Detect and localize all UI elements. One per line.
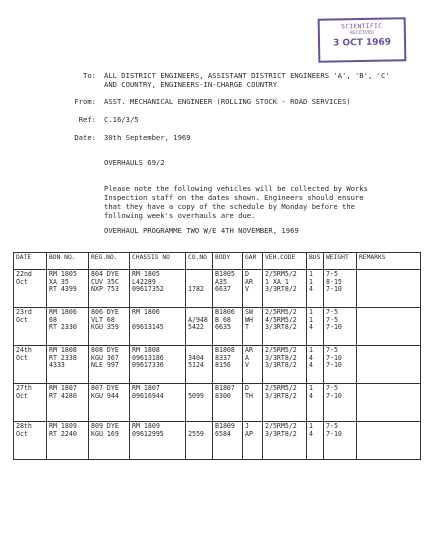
- date-cell: [14, 308, 47, 346]
- table-cell: [307, 422, 324, 460]
- cell-line: 1: [309, 270, 313, 278]
- cell-line: 7-10: [326, 429, 342, 438]
- date-cell-line: 27th: [16, 384, 32, 392]
- cell-line: 2/5RM5/2: [265, 422, 297, 430]
- table-cell: [47, 270, 89, 308]
- ref-label: Ref:: [78, 115, 96, 124]
- table-header-row: [14, 253, 421, 270]
- cell-line: A35: [215, 277, 227, 286]
- from-value: ASST. MECHANICAL ENGINEER (ROLLING STOCK - ROAD SERVICES): [104, 97, 351, 106]
- cell-line: 7-5: [326, 422, 338, 430]
- table-cell: [89, 346, 130, 384]
- cell-line: 1: [309, 277, 313, 286]
- cell-line: 3/3RT8/2: [265, 391, 297, 400]
- cell-line: 8337: [215, 353, 231, 362]
- table-cell: [89, 308, 130, 346]
- cell-line: 09617336: [132, 361, 164, 370]
- cell-line: NLE 997: [91, 361, 119, 370]
- table-cell: [186, 270, 213, 308]
- cell-line: T: [245, 323, 249, 332]
- date-value: 30th September, 1969: [104, 133, 191, 142]
- table-cell: [89, 422, 130, 460]
- cell-line: XA 35: [49, 277, 69, 286]
- cell-line: 1: [309, 422, 313, 430]
- table-cell: [263, 422, 307, 460]
- cell-line: RM 1808: [49, 346, 77, 354]
- cell-line: AR: [245, 277, 253, 286]
- cell-line: 4: [309, 361, 313, 370]
- table-cell: [47, 422, 89, 460]
- cell-line: [359, 309, 418, 317]
- date-cell-line: Oct: [16, 429, 28, 438]
- table-row: [14, 384, 421, 422]
- cell-line: 09616944: [132, 391, 164, 400]
- cell-line: VLT 68: [91, 315, 115, 324]
- cell-line: RT 2338: [49, 353, 77, 362]
- cell-line: [359, 362, 418, 370]
- table-cell: [130, 422, 186, 460]
- cell-line: 7-5: [326, 384, 338, 392]
- cell-line: 3/3RT8/2: [265, 429, 297, 438]
- cell-line: RM 1806: [49, 308, 77, 316]
- cell-line: B1806: [215, 308, 235, 316]
- table-cell: [47, 346, 89, 384]
- cell-line: [359, 324, 418, 332]
- cell-line: 7-5: [326, 315, 338, 324]
- cell-line: 3/3RT8/2: [265, 353, 297, 362]
- cell-line: 2559: [188, 429, 204, 438]
- col-header-gar: GAR: [243, 253, 263, 270]
- table-cell: [243, 308, 263, 346]
- date-cell-line: 28th: [16, 422, 32, 430]
- cell-line: J: [245, 422, 249, 430]
- cell-line: B1807: [215, 384, 235, 392]
- cell-line: B1805: [215, 270, 235, 278]
- table-cell: [130, 308, 186, 346]
- paragraph-line: that they have a copy of the schedule by Monday before the: [104, 202, 355, 211]
- cell-line: RM 1808: [132, 346, 160, 354]
- col-header-chassis: CHASSIS NO: [130, 253, 186, 270]
- table-cell: [357, 422, 421, 460]
- cell-line: A/948: [188, 315, 208, 324]
- cell-line: 809 DYE: [91, 422, 119, 430]
- table-cell: [307, 308, 324, 346]
- cell-line: 09617352: [132, 285, 164, 294]
- cell-line: 8300: [215, 391, 231, 400]
- cell-line: 4: [309, 429, 313, 438]
- col-header-bus: BUS: [307, 253, 324, 270]
- cell-line: [359, 286, 418, 294]
- to-line-1: ALL DISTRICT ENGINEERS, ASSISTANT DISTRICT ENGINEERS 'A', 'B', 'C': [104, 71, 390, 80]
- cell-line: D: [245, 270, 249, 278]
- col-header-weight: WEIGHT: [324, 253, 357, 270]
- table-cell: [307, 384, 324, 422]
- cell-line: 6584: [215, 429, 231, 438]
- col-header-vehcode: VEH.CODE: [263, 253, 307, 270]
- cell-line: 6637: [215, 285, 231, 294]
- cell-line: 2/5RM5/2: [265, 308, 297, 316]
- table-cell: [89, 384, 130, 422]
- cell-line: 7-10: [326, 285, 342, 294]
- table-cell: [47, 308, 89, 346]
- cell-line: [359, 347, 418, 355]
- cell-line: 5099: [188, 391, 204, 400]
- table-cell: [324, 270, 357, 308]
- cell-line: 3/3RT8/2: [265, 361, 297, 370]
- col-header-body: BODY: [213, 253, 243, 270]
- date-cell: [14, 346, 47, 384]
- cell-line: [188, 271, 210, 279]
- col-header-co: CO.NO: [186, 253, 213, 270]
- col-header-bon: BON NO.: [47, 253, 89, 270]
- table-cell: [213, 384, 243, 422]
- table-cell: [263, 346, 307, 384]
- cell-line: SW: [245, 308, 253, 316]
- date-cell-line: Oct: [16, 315, 28, 324]
- cell-line: KGU 367: [91, 353, 119, 362]
- table-cell: [213, 422, 243, 460]
- table-cell: [186, 384, 213, 422]
- cell-line: 4: [309, 391, 313, 400]
- cell-line: 1: [309, 308, 313, 316]
- cell-line: [359, 317, 418, 325]
- table-cell: [357, 384, 421, 422]
- cell-line: D: [245, 384, 249, 392]
- cell-line: 7-10: [326, 361, 342, 370]
- table-cell: [357, 270, 421, 308]
- ref-value: C.16/3/5: [104, 115, 139, 124]
- table-cell: [243, 422, 263, 460]
- table-cell: [357, 346, 421, 384]
- cell-line: 1: [309, 315, 313, 324]
- cell-line: KGU 359: [91, 323, 119, 332]
- cell-line: V: [245, 361, 249, 370]
- cell-line: RT 2240: [49, 429, 77, 438]
- cell-line: RM 1807: [49, 384, 77, 392]
- cell-line: B 68: [215, 315, 231, 324]
- cell-line: 8156: [215, 361, 231, 370]
- table-cell: [324, 346, 357, 384]
- cell-line: 5422: [188, 323, 204, 332]
- cell-line: 804 DYE: [91, 270, 119, 278]
- table-cell: [243, 270, 263, 308]
- cell-line: 3/3RT8/2: [265, 323, 297, 332]
- cell-line: 7-5: [326, 270, 338, 278]
- cell-line: 8-15: [326, 277, 342, 286]
- table-cell: [130, 346, 186, 384]
- cell-line: CUV 35C: [91, 277, 119, 286]
- cell-line: 3404: [188, 353, 204, 362]
- col-header-date: DATE: [14, 253, 47, 270]
- cell-line: 3/3RT8/2: [265, 285, 297, 294]
- to-label: To:: [83, 71, 96, 80]
- cell-line: RM 1807: [132, 384, 160, 392]
- table-cell: [213, 270, 243, 308]
- cell-line: RM 1805: [49, 270, 77, 278]
- cell-line: [359, 431, 418, 439]
- cell-line: 806 DYE: [91, 308, 119, 316]
- date-cell-line: Oct: [16, 391, 28, 400]
- cell-line: 4: [309, 323, 313, 332]
- table-row: [14, 270, 421, 308]
- paragraph-line: Inspection staff on the dates shown. Engineers should ensure: [104, 193, 364, 202]
- col-header-reg: REG.NO.: [89, 253, 130, 270]
- cell-line: RT 4280: [49, 391, 77, 400]
- cell-line: 7-10: [326, 353, 342, 362]
- cell-line: 6635: [215, 323, 231, 332]
- table-cell: [324, 422, 357, 460]
- table-cell: [357, 308, 421, 346]
- from-label: From:: [74, 97, 96, 106]
- table-cell: [263, 308, 307, 346]
- cell-line: TH: [245, 391, 253, 400]
- cell-line: [359, 385, 418, 393]
- table-row: [14, 308, 421, 346]
- date-cell: [14, 384, 47, 422]
- cell-line: [359, 355, 418, 363]
- cell-line: 4: [309, 353, 313, 362]
- cell-line: 2/5RM5/2: [265, 270, 297, 278]
- stamp-date: 3 OCT 1969: [332, 37, 392, 49]
- cell-line: WH: [245, 315, 253, 324]
- cell-line: RM 1809: [49, 422, 77, 430]
- table-cell: [243, 384, 263, 422]
- date-label: Date:: [74, 133, 96, 142]
- cell-line: 7-10: [326, 391, 342, 400]
- table-cell: [186, 422, 213, 460]
- cell-line: 09612995: [132, 429, 164, 438]
- to-line-2: AND COUNTRY, ENGINEERS-IN-CHARGE COUNTRY: [104, 80, 278, 89]
- programme-line: OVERHAUL PROGRAMME TWO W/E 4TH NOVEMBER, 1969: [104, 226, 299, 235]
- cell-line: 1: [309, 346, 313, 354]
- cell-line: RT 2330: [49, 323, 77, 332]
- cell-line: KGU 169: [91, 429, 119, 438]
- cell-line: 5124: [188, 361, 204, 370]
- cell-line: NXP 753: [91, 285, 119, 294]
- date-cell: [14, 270, 47, 308]
- subject-line: OVERHAULS 69/2: [104, 158, 165, 167]
- cell-line: V: [245, 285, 249, 294]
- cell-line: AP: [245, 429, 253, 438]
- table-cell: [243, 346, 263, 384]
- table-cell: [263, 270, 307, 308]
- cell-line: 2/5RM5/2: [265, 346, 297, 354]
- cell-line: 7-10: [326, 323, 342, 332]
- cell-line: [359, 423, 418, 431]
- table-cell: [307, 270, 324, 308]
- cell-line: 2/5RM5/2: [265, 384, 297, 392]
- table-cell: [263, 384, 307, 422]
- cell-line: RM 1809: [132, 422, 160, 430]
- date-cell-line: 23rd: [16, 308, 32, 316]
- table-row: [14, 346, 421, 384]
- cell-line: B1809: [215, 422, 235, 430]
- cell-line: 1 XA 1: [265, 277, 289, 286]
- paragraph-line: Please note the following vehicles will be collected by Works: [104, 184, 368, 193]
- cell-line: 1782: [188, 285, 204, 294]
- cell-line: 807 DYE: [91, 384, 119, 392]
- stamp-line1: SCIENTIFIC: [341, 22, 383, 31]
- table-cell: [324, 384, 357, 422]
- table-row: [14, 422, 421, 460]
- paragraph-line: following week's overhauls are due.: [104, 211, 256, 220]
- received-stamp: [318, 17, 407, 63]
- table-cell: [307, 346, 324, 384]
- cell-line: L42289: [132, 277, 156, 286]
- table-cell: [186, 346, 213, 384]
- date-cell-line: 22nd: [16, 270, 32, 278]
- stamp-line2: RECEIVED: [349, 29, 374, 37]
- cell-line: 68: [49, 315, 57, 324]
- cell-line: RM 1805: [132, 270, 160, 278]
- col-header-remarks: REMARKS: [357, 253, 421, 270]
- table-cell: [186, 308, 213, 346]
- cell-line: 7-5: [326, 346, 338, 354]
- date-cell-line: Oct: [16, 277, 28, 286]
- cell-line: 09613186: [132, 353, 164, 362]
- cell-line: AR: [245, 346, 253, 354]
- cell-line: 1: [309, 384, 313, 392]
- cell-line: RT 4399: [49, 285, 77, 294]
- cell-line: 4333: [49, 361, 65, 370]
- cell-line: 4/5RM5/2: [265, 315, 297, 324]
- date-cell-line: 24th: [16, 346, 32, 354]
- cell-line: 808 DYE: [91, 346, 119, 354]
- table-cell: [130, 270, 186, 308]
- cell-line: 09613145: [132, 323, 164, 332]
- cell-line: A: [245, 353, 249, 362]
- cell-line: [359, 279, 418, 287]
- table-cell: [89, 270, 130, 308]
- cell-line: RM 1806: [132, 308, 160, 316]
- table-cell: [213, 308, 243, 346]
- date-cell: [14, 422, 47, 460]
- cell-line: 7-5: [326, 308, 338, 316]
- cell-line: 4: [309, 285, 313, 294]
- body-paragraph: [104, 184, 409, 220]
- table-cell: [130, 384, 186, 422]
- cell-line: [359, 271, 418, 279]
- cell-line: KGU 944: [91, 391, 119, 400]
- table-cell: [47, 384, 89, 422]
- table-cell: [213, 346, 243, 384]
- cell-line: [359, 393, 418, 401]
- date-cell-line: Oct: [16, 353, 28, 362]
- overhaul-table: [13, 252, 421, 460]
- cell-line: B1808: [215, 346, 235, 354]
- table-cell: [324, 308, 357, 346]
